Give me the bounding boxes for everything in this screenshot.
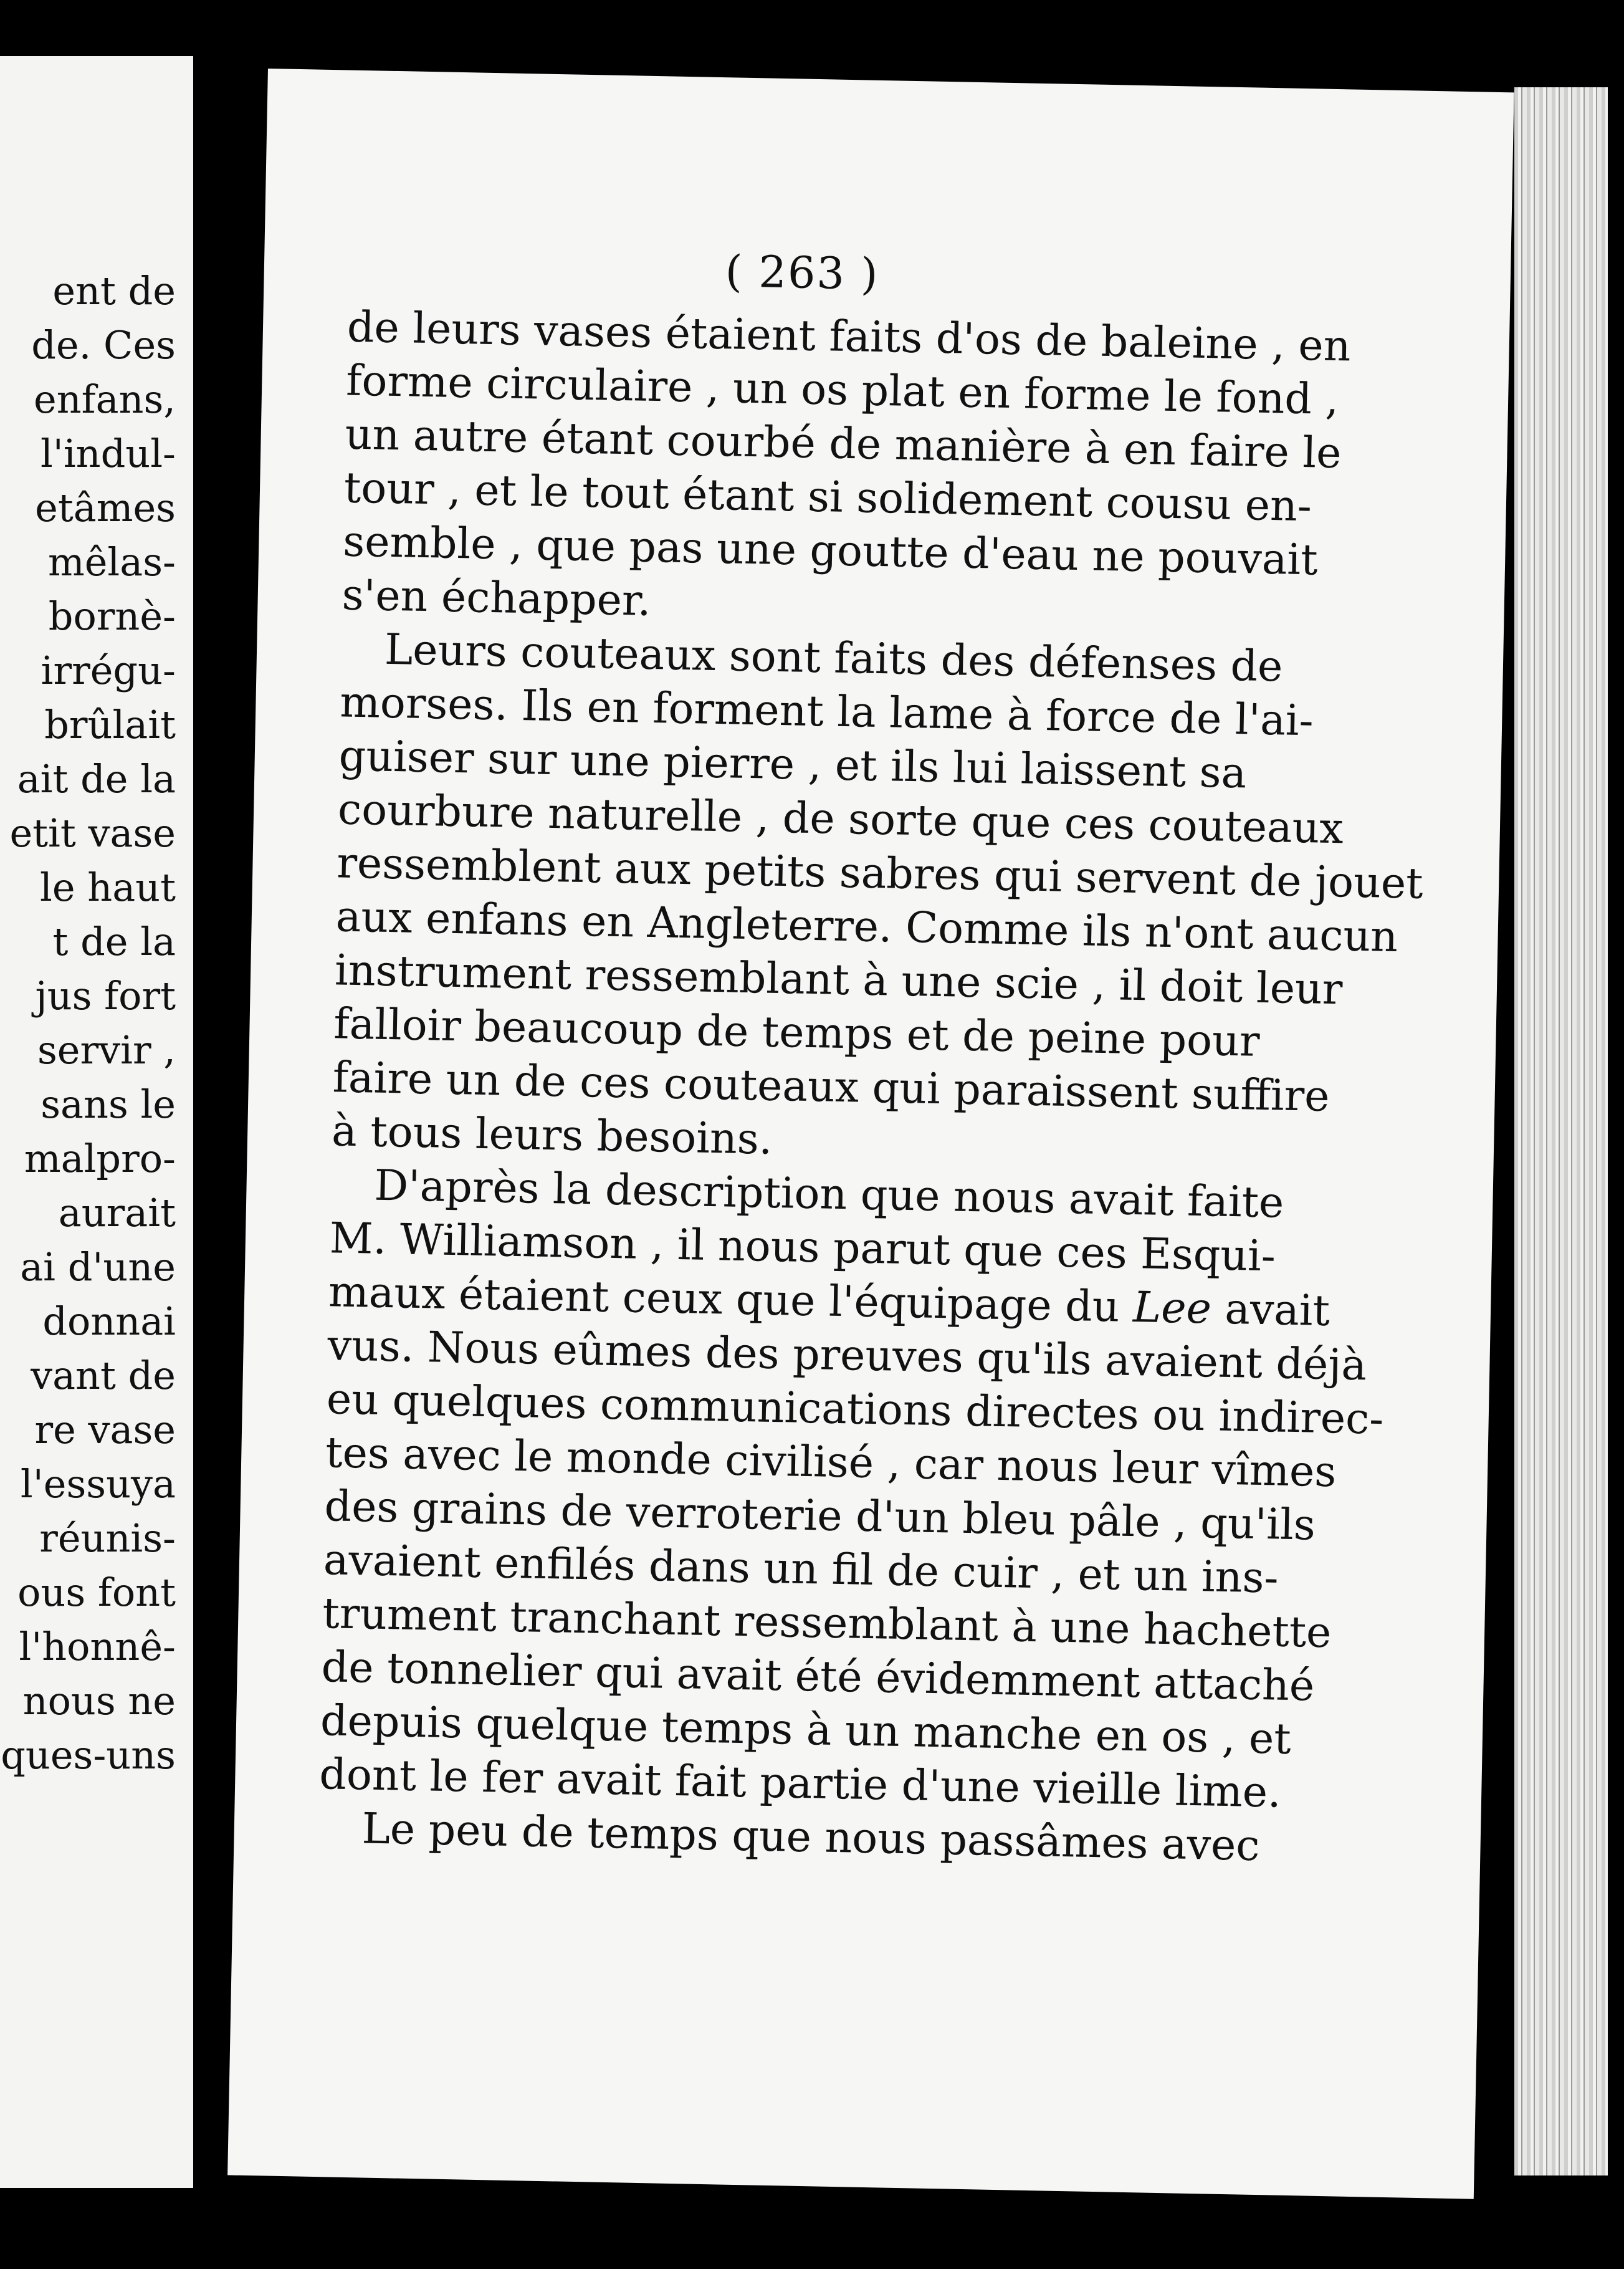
- left-page-line: vant de: [31, 1353, 176, 1398]
- left-page-line: re vase: [34, 1407, 176, 1452]
- text-line: depuis quelque temps à un manche en os , et: [320, 1696, 1292, 1765]
- text-line: faire un de ces couteaux qui paraissent suffire: [332, 1053, 1330, 1121]
- left-page-line: aurait: [58, 1190, 176, 1235]
- text-line: falloir beaucoup de temps et de peine pour: [333, 999, 1261, 1067]
- page-edges: [1514, 87, 1608, 2175]
- text-line: tour , et le tout étant si solidement cousu en-: [343, 463, 1312, 532]
- left-page-line: ous font: [17, 1570, 176, 1615]
- text-line: ressemblent aux petits sabres qui servent de jouet: [336, 838, 1424, 909]
- left-page-line: de. Ces: [31, 322, 176, 368]
- left-page-line: l'honnê-: [19, 1624, 176, 1669]
- text-line: Leurs couteaux sont faits des défenses de: [384, 625, 1284, 692]
- left-page-line: malpro-: [24, 1136, 176, 1181]
- text-line: dont le fer avait fait partie d'une vieille lime.: [318, 1750, 1282, 1818]
- left-page-line: ques-uns: [1, 1732, 176, 1778]
- text-line: morses. Ils en forment la lame à force de l'ai-: [339, 678, 1314, 746]
- text-line: vus. Nous eûmes des preuves qu'ils avaient déjà: [327, 1321, 1367, 1391]
- left-page-line: irrégu-: [41, 648, 176, 693]
- text-line: aux enfans en Angleterre. Comme ils n'ont aucun: [335, 892, 1398, 962]
- text-line: trument tranchant ressemblant à une hachette: [322, 1589, 1332, 1658]
- left-page-line: t de la: [52, 919, 176, 964]
- text-line: M. Williamson , il nous parut que ces Esqui-: [329, 1214, 1276, 1282]
- left-page-line: servir ,: [37, 1027, 176, 1073]
- left-page-line: donnai: [42, 1298, 176, 1344]
- text-line: de leurs vases étaient faits d'os de baleine , en: [346, 302, 1352, 372]
- text-line: maux étaient ceux que l'équipage du Lee avait: [328, 1267, 1330, 1336]
- body-text: [318, 301, 1424, 1873]
- left-page-line: sans le: [41, 1082, 176, 1127]
- text-line: semble , que pas une goutte d'eau ne pouvait: [342, 517, 1319, 585]
- paragraph: [342, 301, 1352, 640]
- left-page-line: le haut: [40, 865, 176, 910]
- text-line: forme circulaire , un os plat en forme le fond ,: [345, 356, 1339, 425]
- left-page-line: réunis-: [39, 1515, 176, 1561]
- left-page-line: jus fort: [35, 973, 176, 1019]
- text-line: guiser sur une pierre , et ils lui laissent sa: [338, 731, 1247, 799]
- left-page: [0, 56, 193, 2188]
- left-page-line: enfans,: [34, 377, 176, 422]
- text-line: avaient enfilés dans un fil de cuir , et un ins-: [323, 1535, 1279, 1603]
- paragraph: [331, 622, 1424, 1176]
- paragraph: [318, 1158, 1384, 1819]
- text-line: des grains de verroterie d'un bleu pâle , qu'ils: [323, 1482, 1316, 1550]
- text-line: D'après la description que nous avait faite: [373, 1161, 1284, 1228]
- left-page-line: bornè-: [48, 593, 176, 639]
- text-line: instrument ressemblant à une scie , il doit leur: [334, 946, 1344, 1015]
- left-page-line: l'essuya: [20, 1461, 176, 1507]
- text-line: courbure naturelle , de sorte que ces couteaux: [337, 785, 1344, 854]
- text-line: tes avec le monde civilisé , car nous leur vîmes: [325, 1428, 1337, 1497]
- text-line: Le peu de temps que nous passâmes avec: [361, 1804, 1261, 1871]
- left-page-line: ait de la: [17, 756, 176, 802]
- left-page-line: l'indul-: [40, 431, 176, 476]
- page-number: ( 263 ): [725, 246, 880, 300]
- text-line: s'en échapper.: [342, 570, 652, 626]
- left-page-line: mêlas-: [47, 539, 176, 585]
- left-page-line: etit vase: [9, 810, 176, 856]
- text-line: à tous leurs besoins.: [331, 1106, 773, 1164]
- right-page: [227, 69, 1514, 2199]
- text-line: de tonnelier qui avait été évidemment attaché: [321, 1643, 1315, 1711]
- left-page-line: etâmes: [35, 485, 176, 530]
- text-line: eu quelques communications directes ou indirec-: [326, 1374, 1384, 1444]
- left-page-line: ai d'une: [20, 1244, 176, 1290]
- left-page-line: brûlait: [44, 702, 176, 747]
- left-page-line: ent de: [52, 268, 176, 314]
- text-line: un autre étant courbé de manière à en faire le: [344, 410, 1342, 479]
- left-page-line: nous ne: [22, 1678, 176, 1724]
